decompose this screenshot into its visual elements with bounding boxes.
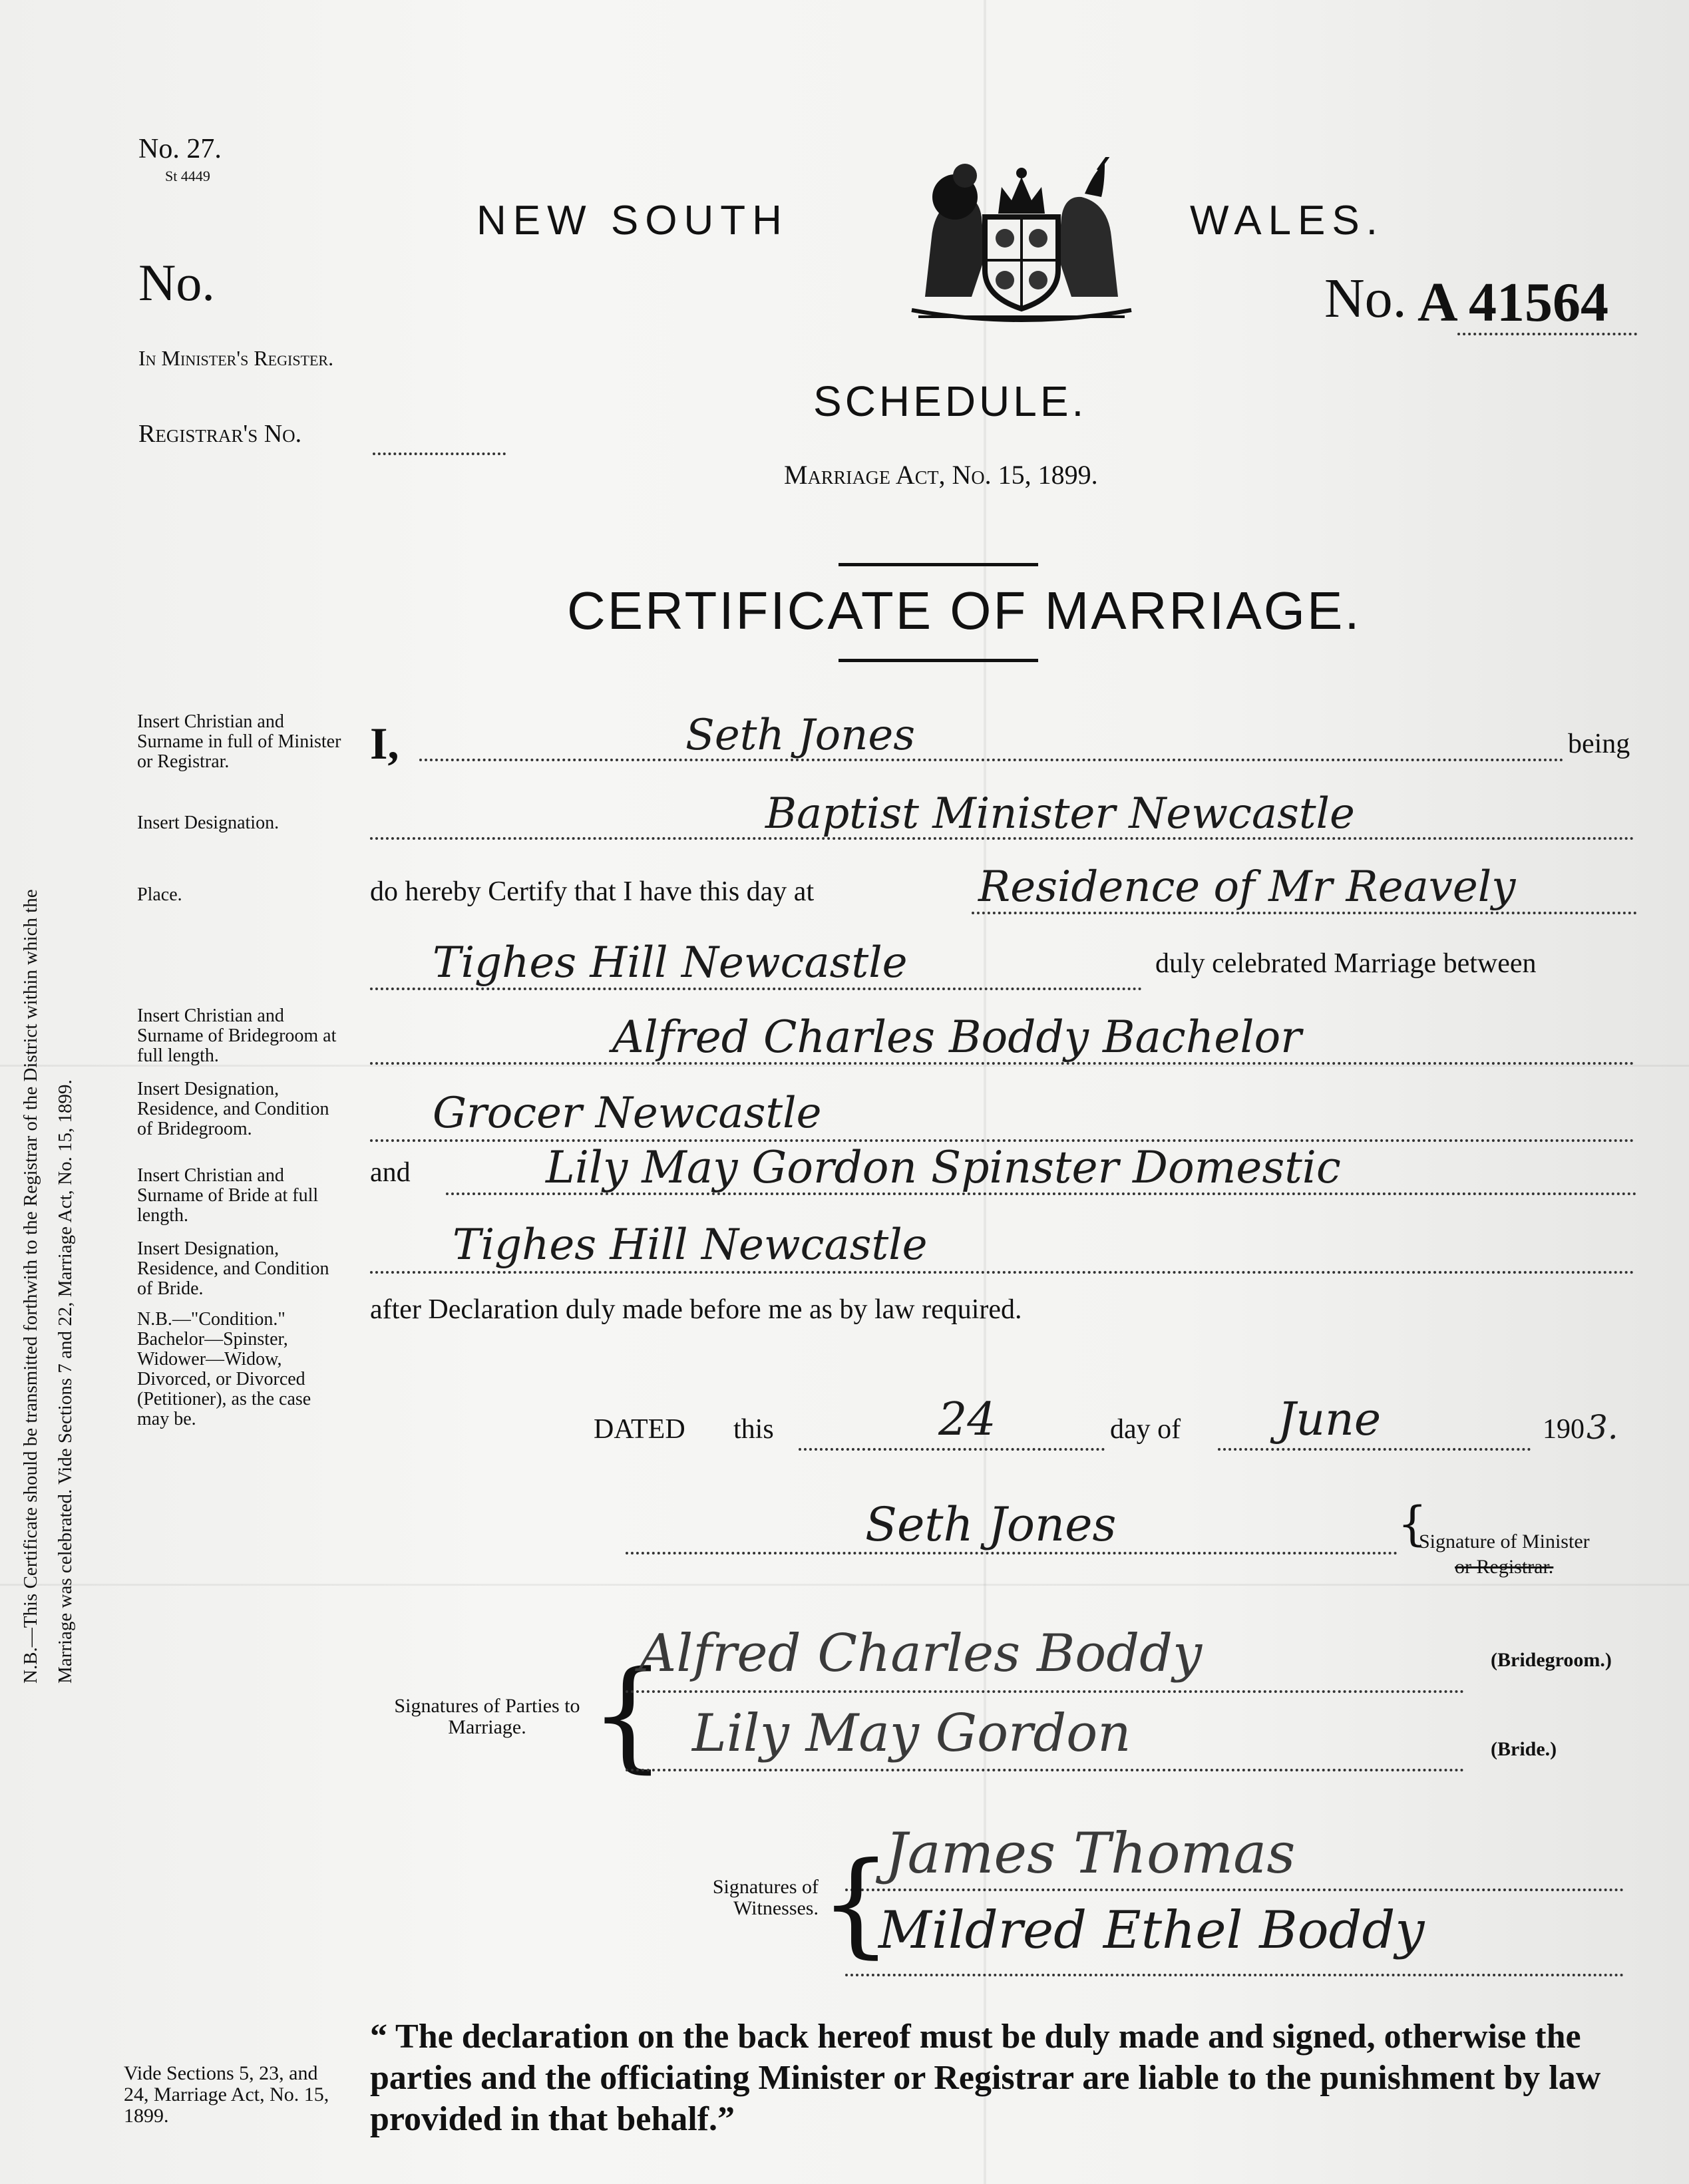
year-suffix: 3. bbox=[1587, 1408, 1618, 1447]
parties-brace: { bbox=[590, 1646, 666, 1785]
bride-signature-line bbox=[626, 1769, 1464, 1771]
note-christian-surname: Insert Christian and Surname in full of Minister or Registrar. bbox=[137, 711, 341, 772]
registrar-no-line bbox=[373, 453, 506, 455]
day-value: 24 bbox=[938, 1393, 996, 1446]
registrar-no-label: Registrar's No. bbox=[138, 420, 302, 448]
and-label: and bbox=[370, 1157, 411, 1188]
registrar-caption: or Registrar. bbox=[1455, 1556, 1554, 1578]
certify-text: do hereby Certify that I have this day at bbox=[370, 876, 815, 907]
place-line-2 bbox=[370, 988, 1142, 990]
witness-1-line bbox=[845, 1889, 1624, 1891]
witness-2-line bbox=[845, 1974, 1624, 1976]
minister-caption-brace: { bbox=[1398, 1497, 1427, 1551]
dated-label: DATED bbox=[594, 1414, 685, 1445]
groom-signature: Alfred Charles Boddy bbox=[639, 1624, 1203, 1684]
coat-of-arms-icon bbox=[872, 157, 1171, 330]
declaration-text: after Declaration duly made before me as by law required. bbox=[370, 1294, 1022, 1325]
certificate-no-value: A 41564 bbox=[1417, 272, 1609, 333]
title-rule-bottom bbox=[839, 659, 1038, 662]
bride-name-value: Lily May Gordon Spinster Domestic bbox=[546, 1142, 1341, 1193]
form-number: No. 27. bbox=[138, 134, 222, 164]
dated-this-label: this bbox=[733, 1414, 774, 1445]
groom-designation-value: Grocer Newcastle bbox=[433, 1089, 822, 1138]
witness-2-signature: Mildred Ethel Boddy bbox=[878, 1901, 1425, 1960]
note-bridegroom-designation: Insert Designation, Residence, and Condition of Bridegroom. bbox=[137, 1079, 329, 1139]
note-vide-bottom: Vide Sections 5, 23, and 24, Marriage Act, No. 15, 1899. bbox=[124, 2062, 329, 2127]
bride-residence-value: Tighes Hill Newcastle bbox=[453, 1220, 928, 1270]
bride-caption: (Bride.) bbox=[1491, 1738, 1557, 1760]
minister-name-line bbox=[419, 759, 1564, 761]
groom-caption: (Bridegroom.) bbox=[1491, 1649, 1612, 1671]
note-place: Place. bbox=[137, 884, 182, 905]
day-line bbox=[799, 1448, 1105, 1451]
minister-name-value: Seth Jones bbox=[685, 711, 916, 760]
celebrated-text: duly celebrated Marriage between bbox=[1155, 948, 1537, 979]
month-line bbox=[1218, 1448, 1531, 1451]
year-prefix: 190 bbox=[1543, 1414, 1585, 1445]
note-bride-name: Insert Christian and Surname of Bride at full length. bbox=[137, 1165, 319, 1226]
note-condition: N.B.—"Condition." Bachelor—Spinster, Widower—Widow, Divorced, or Divorced (Petitioner), as the case may be. bbox=[137, 1309, 311, 1429]
i-label: I, bbox=[370, 718, 399, 769]
witness-1-signature: James Thomas bbox=[885, 1821, 1296, 1886]
witnesses-brace: { bbox=[820, 1838, 892, 1970]
place-line-1 bbox=[972, 912, 1637, 914]
parties-label: Signatures of Parties to Marriage. bbox=[394, 1695, 580, 1738]
note-designation: Insert Designation. bbox=[137, 813, 280, 833]
bride-signature: Lily May Gordon bbox=[692, 1704, 1131, 1763]
place-value-1: Residence of Mr Reavely bbox=[978, 862, 1516, 912]
title-rule-top bbox=[839, 563, 1038, 566]
stock-number: St 4449 bbox=[165, 168, 210, 184]
state-name-right: WALES. bbox=[1190, 198, 1384, 244]
bride-residence-line bbox=[370, 1271, 1634, 1274]
side-note bbox=[13, 889, 83, 1684]
act-reference: Marriage Act, No. 15, 1899. bbox=[784, 460, 1098, 490]
day-of-label: day of bbox=[1110, 1414, 1181, 1445]
page-title: CERTIFICATE OF MARRIAGE. bbox=[567, 581, 1362, 640]
groom-name-value: Alfred Charles Boddy Bachelor bbox=[612, 1011, 1302, 1063]
fold-line-horizontal-lower bbox=[0, 1584, 1689, 1586]
footer-warning: “ The declaration on the back hereof must be duly made and signed, otherwise the parties and the officiating Minister or Registrar are liable to the punishment by law provided in that behalf.” bbox=[370, 2018, 1601, 2138]
side-note-line-1: N.B.—This Certificate should be transmitted forthwith to the Registrar of the District within which the bbox=[20, 889, 41, 1684]
minister-signature: Seth Jones bbox=[865, 1497, 1117, 1552]
schedule-heading: SCHEDULE. bbox=[813, 377, 1087, 425]
certificate-no-label: No. bbox=[1324, 268, 1407, 329]
minister-register-label: In Minister's Register. bbox=[138, 346, 334, 370]
witnesses-label: Signatures of Witnesses. bbox=[712, 1876, 819, 1919]
designation-value: Baptist Minister Newcastle bbox=[765, 789, 1355, 838]
place-value-2: Tighes Hill Newcastle bbox=[433, 938, 908, 988]
register-no-label: No. bbox=[138, 254, 215, 311]
minister-signature-line bbox=[626, 1552, 1398, 1554]
groom-signature-line bbox=[626, 1690, 1464, 1693]
note-bride-designation: Insert Designation, Residence, and Condition of Bride. bbox=[137, 1238, 329, 1299]
being-label: being bbox=[1568, 729, 1630, 759]
state-name-left: NEW SOUTH bbox=[476, 198, 789, 244]
note-bridegroom-name: Insert Christian and Surname of Bridegroom at full length. bbox=[137, 1005, 337, 1066]
certificate-no-line bbox=[1457, 333, 1637, 335]
side-note-line-2: Marriage was celebrated. Vide Sections 7 and 22, Marriage Act, No. 15, 1899. bbox=[55, 1079, 76, 1684]
month-value: June bbox=[1278, 1393, 1382, 1446]
minister-caption: Signature of Minister bbox=[1419, 1531, 1590, 1552]
